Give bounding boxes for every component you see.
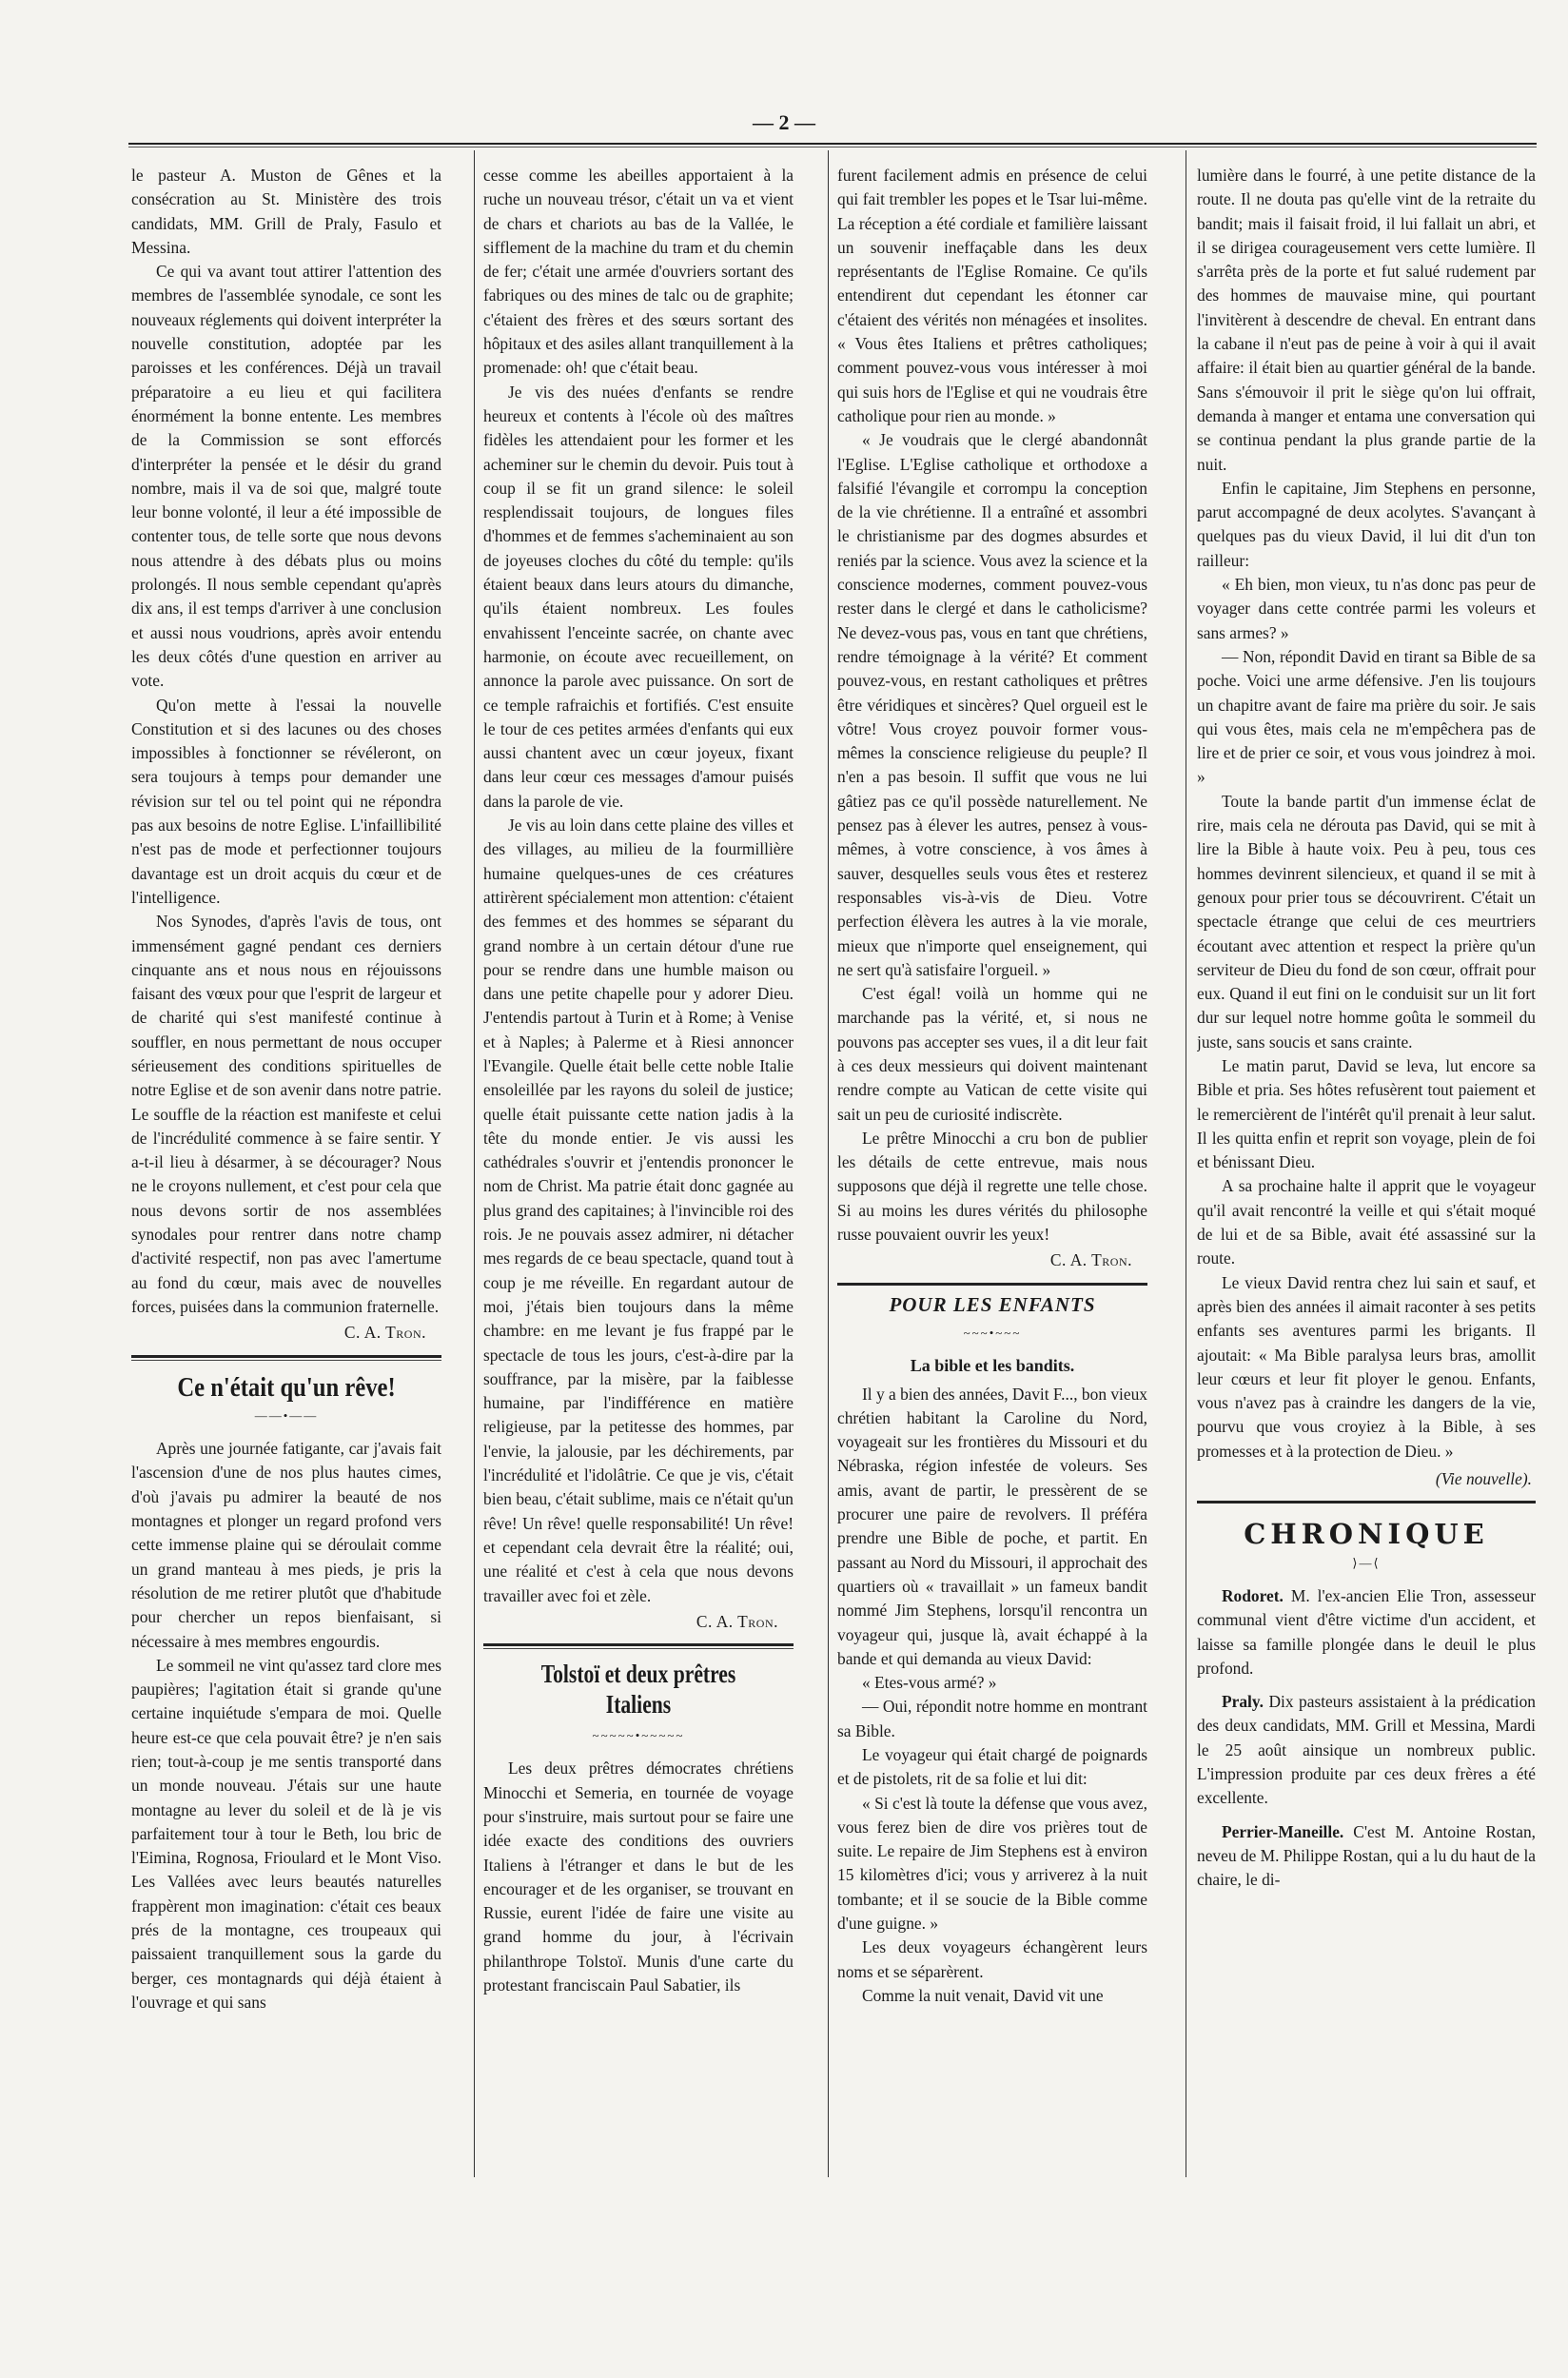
header-rule [128, 143, 1537, 145]
section-heading: POUR LES ENFANTS [889, 1292, 1096, 1316]
column-3 [837, 164, 1147, 2181]
paragraph: Je vis au loin dans cette plaine des villes et des villages, au milieu de la fourmillière humaine quelques-unes de ces créatures attirèrent spécialement mon attention: c'étaient des femmes et des hommes se séparant du grand nombre à un certain détour d'une rue pour se rendre dans une humble maison ou dans une petite chapelle pour y adorer Dieu. J'entendis partout à Turin et à Rome; à Venise et à Naples; à Palerme et à Riesi annoncer l'Evangile. Quelle était belle cette noble Italie ensoleillée par les rayons du soleil de justice; quelle était puissante cette nation jadis à la tête du monde entier. Je vis aussi les cathédrales s'ouvrir et j'entendis prononcer le nom de Christ. Ma patrie était donc gagnée au plus grand des capitaines; à l'invincible roi des rois. Je ne pouvais assez admirer, ni détacher mes regards de ce beau spectacle, quand tout à coup je me réveille. En regardant autour de moi, j'étais bien toujours dans la même chambre: en me levant je fus frappé par le spectacle de tous les jours, c'est-à-dire par la souffrance, par la misère, par la faiblesse humaine, par l'indifférence en matière religieuse, par la petitesse des hommes, par l'envie, la jalousie, par les déchirements, par l'incrédulité et l'idolâtrie. Ce que je vis, c'était bien beau, c'était sublime, mais ce n'était qu'un rêve! Un rêve! quelle responsabilité! Un rêve! et cependant cela devrait être la réalité; oui, une réalité et c'est à cela que nous devons travailler avec foi et zèle. [483, 816, 794, 1605]
paragraph: A sa prochaine halte il apprit que le voyageur qu'il avait rencontré la veille et qui s'était moqué de lui et de sa Bible, avait été assassiné sur la route. [1197, 1176, 1536, 1268]
paragraph: Le matin parut, David se leva, lut encore sa Bible et pria. Ses hôtes refusèrent tout paiement et le remercièrent de l'intérêt qu'il prenait à leur salut. Il les quitta enfin et reprit son voyage, plein de foi et bénissant Dieu. [1197, 1055, 1536, 1172]
paragraph: Je vis des nuées d'enfants se rendre heureux et contents à l'école où des maîtres fidèles les attendaient pour les former et les acheminer sur le chemin du devoir. Puis tout à coup il se fit un grand silence: le soleil resplendissait toujours, de longues files d'hommes et de femmes s'acheminaient au son de joyeuses cloches du côté du temple: qu'ils étaient beaux dans leurs atours du dimanche, qu'ils étaient nombreux. Les foules envahissent l'enceinte sacrée, on chante avec harmonie, on écoute avec recueillement, on annonce la parole avec puissance. On sort de ce temple rafraichis et fortifiés. C'est ensuite le tour de ces petites armées d'enfants qui eux aussi chantent avec un cœur joyeux, fixant dans leur cœur ces messages d'amour puisés dans la parole de vie. [483, 382, 794, 811]
paragraph: Toute la bande partit d'un immense éclat de rire, mais cela ne dérouta pas David, qui se mit à lire la Bible à haute voix. Peu à peu, tous ces hommes devinrent silencieux, et quand il se mit à genoux pour prier tous se découvrirent. C'était un spectacle étrange que celui de ces meurtriers écoutant avec attention et respect la prière qu'un serviteur de Dieu du fond de son cœur, offrait pour eux. Quand il eut fini on le conduisit sur un lit fort dur sur lequel notre homme goûta le sommeil du juste, sans soucis et sans crainte. [1197, 791, 1536, 1051]
column-divider [474, 150, 475, 2177]
paragraph: « Si c'est là toute la défense que vous avez, vous ferez bien de dire vos prières tout de suite. Le repaire de Jim Stephens est à environ 15 kilomètres d'ici; vous y arriverez à la nuit tombante; et il se soucie de la Bible comme d'une guigne. » [837, 1793, 1147, 1934]
column-divider [828, 150, 829, 2177]
paragraph: cesse comme les abeilles apportaient à la ruche un nouveau trésor, c'était un va et vient de chars et chariots au bas de la Vallée, le sifflement de la machine du tram et du chemin de fer; c'était une armée d'ouvriers sortant des fabriques ou des mines de talc ou de graphite; c'étaient des frères et des sœurs sortant des hôpitaux et des asiles allant tranquillement à la promenade: oh! que c'était beau. [483, 166, 794, 378]
column-1 [131, 164, 441, 2181]
paragraph: furent facilement admis en présence de celui qui fait trembler les popes et le Tsar lui-même. La réception a été cordiale et familière laissant un souvenir ineffaçable dans les deux représentants de l'Eglise Romaine. Ce qu'ils entendirent dut cependant les étonner car c'étaient des vérités non ménagées et insolites. « Vous êtes Italiens et prêtres catholiques; comment pouvez-vous vous intéresser à moi qui suis hors de l'Eglise et qui ne voudrais être catholique pour rien au monde. » [837, 166, 1147, 425]
article-heading: La bible et les bandits. [910, 1356, 1075, 1376]
paragraph: Nos Synodes, d'après l'avis de tous, ont immensément gagné pendant ces derniers cinquante ans et nous nous en réjouissons faisant des vœux pour que l'esprit de largeur et de charité qui s'est manifesté continue à souffler, en nous permettant de nous occuper sérieusement des conditions spirituelles de notre Eglise et de son avenir dans notre patrie. Le souffle de la réaction est manifeste et celui de l'incrédulité commence à se faire sentir. Y a-t-il lieu à désarmer, à se décourager? Nous ne le croyons nullement, et c'est pour cela que nous devons sortir de nos assemblées synodales pour rentrer dans notre champ d'activité respectif, non pas avec l'amertume au fond du cœur, mais avec de nouvelles forces, puisées dans la communion fraternelle. [131, 912, 441, 1316]
section-rule [837, 1283, 1147, 1286]
paragraph: C'est égal! voilà un homme qui ne marchande pas la vérité, et, si nous ne pouvons pas accepter ses vues, il a dit leur fait à ces deux messieurs qui doivent maintenant rendre compte au Vatican de cette visite qui sait un peu de curiosité indiscrète. [837, 984, 1147, 1124]
paragraph: Comme la nuit venait, David vit une [862, 1985, 1104, 2005]
signature: C. A. Tron. [1049, 1250, 1132, 1270]
ornament: ~~~•~~~ [963, 1325, 1022, 1340]
ornament: ~~~~~•~~~~~ [592, 1728, 685, 1743]
paragraph: « Eh bien, mon vieux, tu n'as donc pas peur de voyager dans cette contrée parmi les voleurs et sans armes? » [1197, 575, 1536, 642]
section-rule [131, 1355, 441, 1358]
section-rule [131, 1360, 441, 1361]
place-name: Perrier-Maneille. [1222, 1821, 1344, 1841]
paragraph: Après une journée fatigante, car j'avais fait l'ascension d'une de nos plus hautes cimes, d'où j'avais pu admirer la beauté de nos montagnes et plonger un regard profond vers cette immense plaine qui se déroulait comme un grand manteau à mes pieds, je pris la résolution de me retirer plutôt que d'habitude pour chercher un repos bienfaisant, si nécessaire à mes membres engourdis. [131, 1439, 441, 1651]
ornament: ——•—— [254, 1407, 319, 1423]
news-item [1197, 1690, 1536, 1810]
paragraph: Il y a bien des années, Davit F..., bon vieux chrétien habitant la Caroline du Nord, voyageait sur les frontières du Missouri et du Nébraska, région infestée de voleurs. Ses amis, avant de partir, le pressèrent de se procurer une paire de revolvers. Il préféra prendre une Bible de poche, et partit. En passant au Nord du Missouri, il approchait des quartiers où « travaillait » un fameux bandit nommé Jim Stephens, lorsqu'il rencontra un voyageur qui, jusque là, avait échappé à la bande et qui demanda au vieux David: [837, 1384, 1147, 1668]
paragraph: — Non, répondit David en tirant sa Bible de sa poche. Voici une arme défensive. J'en lis toujours un chapitre avant de faire ma prière du soir. Je sais qui vous êtes, mais cela ne m'empêchera pas de lire et de prier ce soir, et vous vous joindrez à moi. » [1197, 646, 1536, 787]
column-2 [483, 164, 794, 2181]
paragraph: Le sommeil ne vint qu'assez tard clore mes paupières; l'agitation était si grande qu'une certaine inquiétude s'empara de moi. Quelle heure est-ce que cela pouvait être? je n'en sais rien; tout-à-coup je me sentis transporté dans un monde nouveau. J'étais sur une haute montagne au lever du soleil et de là je vis parfaitement tour à tour le Beth, lou bric de l'Eimina, Rognosa, Frioulard et le Mont Viso. Les Vallées avec leurs beautés naturelles frappèrent mon imagination: c'était ces beaux prés de la montagne, ces troupeaux qui paissaient tranquillement sous la garde du berger, ces montagnards qui déjà étaient à l'ouvrage et qui sans [131, 1655, 441, 2012]
section-heading: CHRONIQUE [1244, 1518, 1489, 1551]
news-text: M. l'ex-ancien Elie Tron, assesseur communal vient d'être victime d'un accident, et laisse sa famille plongée dans le deuil le plus profond. [1197, 1585, 1536, 1678]
paragraph: — Oui, répondit notre homme en montrant sa Bible. [837, 1697, 1147, 1740]
paragraph: Le vieux David rentra chez lui sain et sauf, et après bien des années il aimait raconter à ses petits enfants ses aventures parmi les brigants. Il ajoutait: « Ma Bible paralysa leurs bras, amollit leur cœurs et leur fit ployer le genou. Enfants, vous n'avez pas à craindre les dangers de la vie, pourvu que vous croyiez à la Bible, à ses promesses et à la protection de Dieu. » [1197, 1272, 1536, 1461]
paragraph: Les deux voyageurs échangèrent leurs noms et se séparèrent. [837, 1937, 1147, 1981]
paragraph: Enfin le capitaine, Jim Stephens en personne, parut accompagné de deux acolytes. S'avançant à quelques pas du vieux David, il lui dit d'un ton railleur: [1197, 478, 1536, 570]
ornament: ⟩—⟨ [1352, 1555, 1381, 1570]
news-item [1197, 1584, 1536, 1680]
paragraph: lumière dans le fourré, à une petite distance de la route. Il ne douta pas qu'elle vint de la retraite du bandit; mais il faisait froid, il lui fallait un abri, et il se dirigea courageusement vers cette lumière. Il s'arrêta près de la porte et fut salué rudement par des hommes de mauvaise mine, qui pourtant l'invitèrent à descendre de cheval. En entrant dans la cabane il n'eut pas de peine à voir à qui il avait affaire: il était bien au quartier général de la bande. Sans s'émouvoir il prit le siège qu'on lui offrait, demanda à manger et entama une conversation qui se continua pendant la plus grande partie de la nuit. [1197, 166, 1536, 474]
paragraph: le pasteur A. Muston de Gênes et la consécration au St. Ministère des trois candidats, MM. Grill de Praly, Fasulo et Messina. [131, 166, 441, 257]
article-heading: Tolstoï et deux prêtres Italiens [540, 1660, 736, 1720]
place-name: Praly. [1222, 1692, 1264, 1712]
section-rule [483, 1643, 794, 1646]
source-credit: (Vie nouvelle). [1435, 1469, 1532, 1489]
paragraph: Les deux prêtres démocrates chrétiens Minocchi et Semeria, en tournée de voyage pour s'instruire, mais surtout pour se faire une idée exacte des conditions des ouvriers Italiens à l'étranger et dans le but de les encourager et de les organiser, se trouvant en Russie, eurent l'idée de faire une visite au grand homme du jour, à l'écrivain philanthrope Tolstoï. Munis d'une carte du protestant franciscain Paul Sabatier, ils [483, 1759, 794, 1995]
news-item [1197, 1820, 1536, 1893]
news-text: Dix pasteurs assistaient à la prédication des deux candidats, MM. Grill et Messina, Mardi le 25 août ainsique un nombreux public. L'impression produite par ces deux frères a été excellente. [1197, 1692, 1536, 1808]
column-4 [1197, 164, 1536, 2181]
paragraph: Le voyageur qui était chargé de poignards et de pistolets, rit de sa folie et lui dit: [837, 1745, 1147, 1789]
section-rule [1197, 1501, 1536, 1503]
paragraph: « Etes-vous armé? » [862, 1673, 997, 1693]
place-name: Rodoret. [1222, 1585, 1284, 1605]
paragraph: « Je voudrais que le clergé abandonnât l'Eglise. L'Eglise catholique et orthodoxe a falsifié l'évangile et corrompu la conception de la vie chrétienne. Il a entraîné et assombri le christianisme par des dogmes absurdes et reniés par la science. Vous avez la science et la conscience modernes, comment pouvez-vous rester dans le clergé et dans le catholicisme? Ne devez-vous pas, vous en tant que chrétiens, rendre témoignage à la vérité? Et comment pouvez-vous, en restant catholiques et prêtres être véridiques et sincères? Quel orgueil est le vôtre! Vous croyez pouvoir former vous-mêmes la conscience religieuse du peuple? Il n'en a pas besoin. Il suffit que vous ne lui gâtiez pas ce qu'il possède naturellement. Ne pensez pas à élever les autres, pensez à vous-mêmes, à votre conscience, à vos âmes à sauver, desquelles seuls vous êtes et resterez responsables vis-à-vis de Dieu. Votre perfection élèvera les autres à la vie morale, mieux que n'importe quel enseignement, qui ne sert qu'à satisfaire l'orgueil. » [837, 430, 1147, 979]
article-heading: Ce n'était qu'un rêve! [177, 1371, 396, 1403]
paragraph: Qu'on mette à l'essai la nouvelle Constitution et si des lacunes ou des choses impossibles à fonctionner se révéleront, on sera toujours à temps pour demander une révision sur tel ou tel point qui ne répondra pas aux besoins de notre Eglise. L'infaillibilité n'est pas de mode et perfectionner toujours davantage est un droit acquis du cœur et de l'intelligence. [131, 695, 441, 907]
section-rule [483, 1648, 794, 1649]
page-number: — 2 — [753, 110, 815, 134]
paragraph: Le prêtre Minocchi a cru bon de publier les détails de cette entrevue, mais nous supposons que déjà il regrette une telle chose. Si au moins les dures vérités du philosophe russe pouvaient ouvrir les yeux! [837, 1128, 1147, 1245]
signature: C. A. Tron. [696, 1611, 778, 1631]
paragraph: Ce qui va avant tout attirer l'attention des membres de l'assemblée synodale, ce sont les nouveaux réglements qui doivent interpréter la nouvelle constitution, adoptée par les paroisses et les conférences. Déjà un travail préparatoire a eu lieu et qui facilitera énormément la bonne entente. Les membres de la Commission se sont efforcés d'interpréter la pensée et le désir du grand nombre, mais il va de soi que, malgré toute leur bonne volonté, il leur a été impossible de contenter tous, de telle sorte que nous devons nous attendre à des débats plus ou moins prolongés. Il nous semble cependant qu'après dix ans, il est temps d'arriver à une conclusion et aussi nous voudrions, après avoir entendu les deux côtés d'une question en arriver au vote. [131, 262, 441, 691]
signature: C. A. Tron. [343, 1323, 426, 1343]
news-text: C'est M. Antoine Rostan, neveu de M. Philippe Rostan, qui a lu du haut de la chaire, le di- [1197, 1821, 1536, 1890]
